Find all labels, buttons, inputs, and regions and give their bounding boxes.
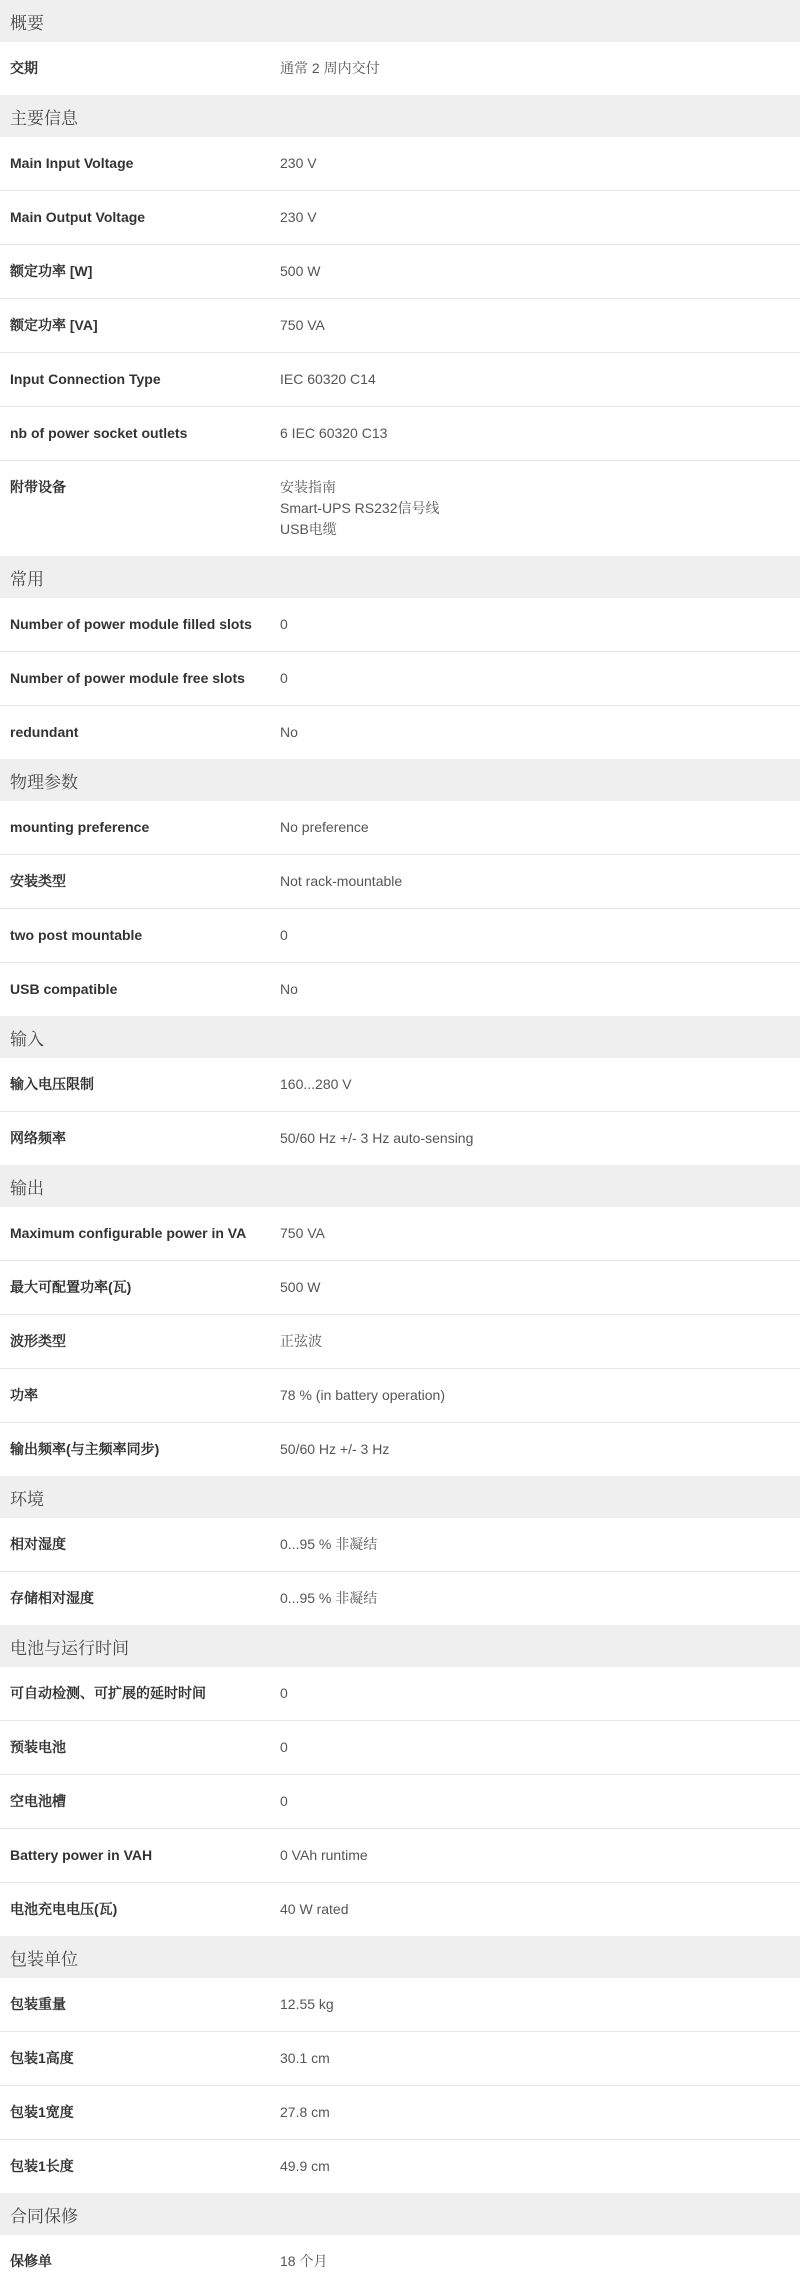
spec-row [0,42,800,95]
spec-row [0,706,800,759]
spec-label: 波形类型 [10,1333,66,1349]
spec-value: 18 个月 [280,2253,328,2269]
spec-value: 230 V [280,209,317,225]
spec-value: 0 [280,927,288,943]
spec-value: 6 IEC 60320 C13 [280,425,388,441]
spec-row [0,1112,800,1165]
spec-row [0,963,800,1016]
section-header: 物理参数 [0,759,800,801]
spec-value: No [280,981,298,997]
spec-row [0,2140,800,2193]
spec-value: 50/60 Hz +/- 3 Hz [280,1441,390,1457]
spec-value: 78 % (in battery operation) [280,1387,445,1403]
spec-value: 0 [280,1739,288,1755]
spec-row [0,1058,800,1112]
spec-row [0,1721,800,1775]
spec-row [0,1423,800,1476]
spec-row [0,1667,800,1721]
spec-label: 包装1长度 [10,2158,74,2174]
spec-label: 输入电压限制 [10,1076,94,1092]
spec-label: 额定功率 [VA] [10,317,98,333]
spec-value: No [280,724,298,740]
spec-value: 12.55 kg [280,1996,334,2012]
spec-value: 750 VA [280,317,325,333]
spec-row [0,245,800,299]
spec-label: Battery power in VAH [10,1847,153,1863]
spec-row [0,353,800,407]
spec-value: 0 [280,670,288,686]
spec-value: No preference [280,819,369,835]
spec-label: Input Connection Type [10,371,161,387]
spec-label: Number of power module filled slots [10,616,252,632]
spec-value: 0 [280,1685,288,1701]
spec-label: 空电池槽 [10,1793,66,1809]
section-header: 主要信息 [0,95,800,137]
spec-value: Not rack-mountable [280,873,403,889]
spec-label: redundant [10,724,79,740]
spec-label: 安装类型 [10,873,66,889]
spec-label: Main Output Voltage [10,209,146,225]
spec-label: 交期 [10,60,38,76]
spec-row [0,461,800,556]
spec-value: 230 V [280,155,317,171]
spec-value: 0...95 % 非凝结 [280,1590,378,1606]
spec-value: 750 VA [280,1225,325,1241]
spec-value-line: USB电缆 [280,521,337,537]
spec-label: 存储相对湿度 [10,1590,94,1606]
spec-row [0,652,800,706]
spec-value: 0 [280,616,288,632]
spec-label: 电池充电电压(瓦) [10,1901,118,1917]
spec-row [0,909,800,963]
spec-row [0,299,800,353]
spec-value: 49.9 cm [280,2158,330,2174]
spec-row [0,1829,800,1883]
spec-row [0,2086,800,2140]
spec-value: IEC 60320 C14 [280,371,376,387]
spec-row [0,1883,800,1936]
section-header: 常用 [0,556,800,598]
spec-label: 附带设备 [10,479,66,495]
spec-row [0,1261,800,1315]
spec-row [0,191,800,245]
section-header: 电池与运行时间 [0,1625,800,1667]
spec-label: Maximum configurable power in VA [10,1225,247,1241]
spec-value: 500 W [280,1279,321,1295]
spec-row [0,1978,800,2032]
section-header: 合同保修 [0,2193,800,2235]
spec-label: 额定功率 [W] [10,263,93,279]
spec-value: 0...95 % 非凝结 [280,1536,378,1552]
spec-label: 包装重量 [10,1996,66,2012]
spec-value [280,477,790,540]
spec-row [0,2032,800,2086]
spec-row [0,407,800,461]
spec-label: 包装1高度 [10,2050,74,2066]
spec-row [0,2235,800,2288]
section-header: 环境 [0,1476,800,1518]
spec-row [0,1775,800,1829]
spec-row [0,1315,800,1369]
spec-value: 500 W [280,263,321,279]
section-header: 输入 [0,1016,800,1058]
spec-value: 正弦波 [280,1333,322,1349]
spec-value: 40 W rated [280,1901,349,1917]
spec-label: USB compatible [10,981,118,997]
spec-label: 网络频率 [10,1130,66,1146]
spec-value-line: 安装指南 [280,479,336,495]
spec-label: two post mountable [10,927,143,943]
spec-label: Number of power module free slots [10,670,245,686]
section-header: 概要 [0,0,800,42]
spec-value: 50/60 Hz +/- 3 Hz auto-sensing [280,1130,474,1146]
spec-value: 160...280 V [280,1076,352,1092]
spec-label: nb of power socket outlets [10,425,188,441]
spec-row [0,1207,800,1261]
spec-row [0,801,800,855]
spec-row [0,855,800,909]
spec-label: 输出频率(与主频率同步) [10,1441,160,1457]
section-header: 输出 [0,1165,800,1207]
section-header: 包装单位 [0,1936,800,1978]
spec-row [0,1572,800,1625]
spec-label: 功率 [10,1387,38,1403]
spec-value: 27.8 cm [280,2104,330,2120]
spec-label: Main Input Voltage [10,155,134,171]
spec-value: 30.1 cm [280,2050,330,2066]
spec-label: 预装电池 [10,1739,66,1755]
spec-row [0,1518,800,1572]
spec-row [0,137,800,191]
spec-value: 通常 2 周内交付 [280,60,380,76]
spec-label: 相对湿度 [10,1536,66,1552]
spec-value: 0 [280,1793,288,1809]
spec-label: 包装1宽度 [10,2104,74,2120]
spec-label: 保修单 [10,2253,52,2269]
spec-value: 0 VAh runtime [280,1847,368,1863]
spec-row [0,1369,800,1423]
spec-label: 可自动检测、可扩展的延时时间 [10,1685,206,1701]
spec-row [0,598,800,652]
spec-label: mounting preference [10,819,150,835]
spec-label: 最大可配置功率(瓦) [10,1279,132,1295]
spec-value-line: Smart-UPS RS232信号线 [280,500,440,516]
